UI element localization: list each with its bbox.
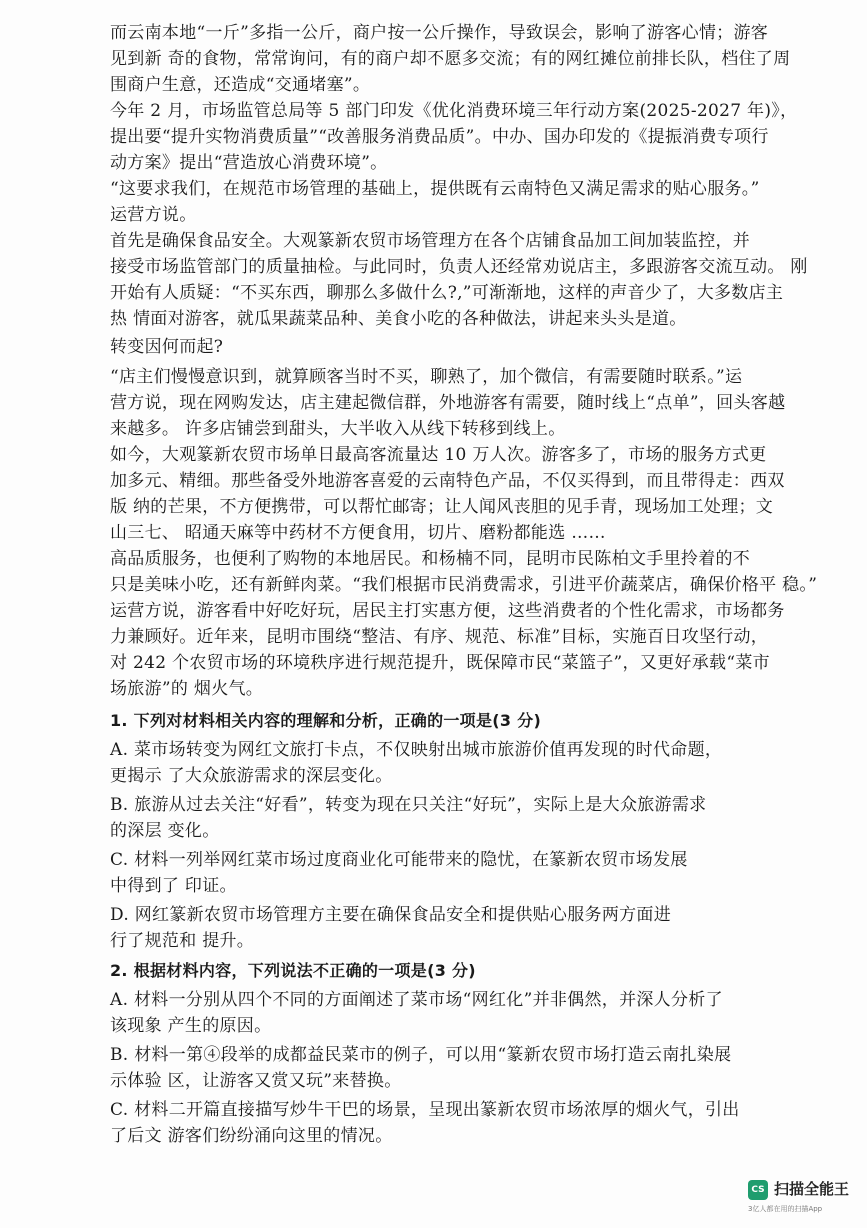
question-1-option: D. 网红篆新农贸市场管理方主要在确保食品安全和提供贴心服务两方面进 (110, 905, 672, 925)
passage-line: 如今，大观篆新农贸市场单日最高客流量达 10 万人次。游客多了，市场的服务方式更 (110, 445, 767, 465)
watermark-title: 扫描全能王 (774, 1180, 850, 1198)
passage-line: 热 情面对游客，就瓜果蔬菜品种、美食小吃的各种做法，讲起来头头是道。 (110, 309, 687, 329)
question-2-option: B. 材料一第④段举的成都益民菜市的例子，可以用“篆新农贸市场打造云南扎染展 (110, 1045, 732, 1065)
passage-line: 山三七、 昭通天麻等中药材不方便食用，切片、磨粉都能选 …… (110, 523, 606, 543)
passage-line: 提出要“提升实物消费质量”“改善服务消费品质”。中办、国办印发的《提振消费专项行 (110, 127, 769, 147)
question-1-option: A. 菜市场转变为网红文旅打卡点，不仅映射出城市旅游价值再发现的时代命题， (110, 740, 723, 760)
question-1-stem: 1. 下列对材料相关内容的理解和分析，正确的一项是(3 分) (110, 711, 542, 730)
passage-line: “店主们慢慢意识到，就算顾客当时不买，聊熟了，加个微信，有需要随时联系。”运 (110, 367, 743, 387)
camscanner-logo-icon: CS (748, 1180, 768, 1200)
passage-line: 接受市场监管部门的质量抽检。与此同时，负责人还经常劝说店主，多跟游客交流互动。 刚 (110, 257, 808, 277)
question-1-option: 行了规范和 提升。 (110, 931, 255, 951)
passage-line: 只是美味小吃，还有新鲜肉菜。“我们根据市民消费需求，引进平价蔬菜店，确保价格平 稳。” (110, 575, 818, 595)
passage-line: “这要求我们，在规范市场管理的基础上，提供既有云南特色又满足需求的贴心服务。” (110, 179, 760, 199)
passage-line: 转变因何而起? (110, 337, 224, 357)
question-2-option: 该现象 产生的原因。 (110, 1016, 272, 1036)
question-1-option: 中得到了 印证。 (110, 876, 237, 896)
passage-line: 加多元、精细。那些备受外地游客喜爱的云南特色产品，不仅买得到，而且带得走：西双 (110, 471, 785, 491)
passage-line: 围商户生意，还造成“交通堵塞”。 (110, 75, 371, 95)
passage-line: 对 242 个农贸市场的环境秩序进行规范提升，既保障市民“菜篮子”，又更好承载“菜市 (110, 653, 770, 673)
question-2-option: 示体验 区，让游客又赏又玩”来替换。 (110, 1071, 402, 1091)
passage-line: 开始有人质疑：“不买东西，聊那么多做什么?,”可渐渐地，这样的声音少了，大多数店主 (110, 283, 784, 303)
question-1-option: C. 材料一列举网红菜市场过度商业化可能带来的隐忧，在篆新农贸市场发展 (110, 850, 688, 870)
watermark-subtitle: 3亿人都在用的扫描App (748, 1205, 823, 1213)
question-2-option: C. 材料二开篇直接描写炒牛干巴的场景，呈现出篆新农贸市场浓厚的烟火气，引出 (110, 1100, 740, 1120)
passage-line: 首先是确保食品安全。大观篆新农贸市场管理方在各个店铺食品加工间加装监控，并 (110, 231, 751, 251)
question-2-stem: 2. 根据材料内容，下列说法不正确的一项是(3 分) (110, 961, 476, 980)
scanner-watermark (748, 1176, 858, 1220)
passage-line: 运营方说，游客看中好吃好玩，居民主打实惠方便，这些消费者的个性化需求，市场都务 (110, 601, 785, 621)
question-1-option: B. 旅游从过去关注“好看”，转变为现在只关注“好玩”，实际上是大众旅游需求 (110, 795, 707, 815)
passage-line: 营方说，现在网购发达，店主建起微信群，外地游客有需要，随时线上“点单”，回头客越 (110, 393, 786, 413)
passage-line: 版 纳的芒果，不方便携带，可以帮忙邮寄；让人闻风丧胆的见手青，现场加工处理；文 (110, 497, 774, 517)
passage-line: 来越多。 许多店铺尝到甜头，大半收入从线下转移到线上。 (110, 419, 566, 439)
passage-line: 今年 2 月，市场监管总局等 5 部门印发《优化消费环境三年行动方案(2025-2027 年)》， (110, 101, 798, 121)
passage-line: 动方案》提出“营造放心消费环境”。 (110, 153, 388, 173)
question-2-option: A. 材料一分别从四个不同的方面阐述了菜市场“网红化”并非偶然，并深人分析了 (110, 990, 723, 1010)
passage-line: 运营方说。 (110, 205, 197, 225)
passage-line: 高品质服务，也便利了购物的本地居民。和杨楠不同，昆明市民陈柏文手里拎着的不 (110, 549, 751, 569)
passage-line: 见到新 奇的食物，常常询问，有的商户却不愿多交流；有的网红摊位前排长队，档住了周 (110, 49, 791, 69)
question-1-option: 更揭示 了大众旅游需求的深层变化。 (110, 766, 393, 786)
question-1-option: 的深层 变化。 (110, 821, 220, 841)
question-2-option: 了后文 游客们纷纷涌向这里的情况。 (110, 1126, 393, 1146)
passage-line: 而云南本地“一斤”多指一公斤，商户按一公斤操作，导致误会，影响了游客心情；游客 (110, 23, 769, 43)
passage (110, 20, 818, 1149)
passage-line: 力兼顾好。近年来，昆明市围绕“整洁、有序、规范、标准”目标，实施百日攻坚行动， (110, 627, 769, 647)
passage-line: 场旅游”的 烟火气。 (110, 679, 264, 699)
